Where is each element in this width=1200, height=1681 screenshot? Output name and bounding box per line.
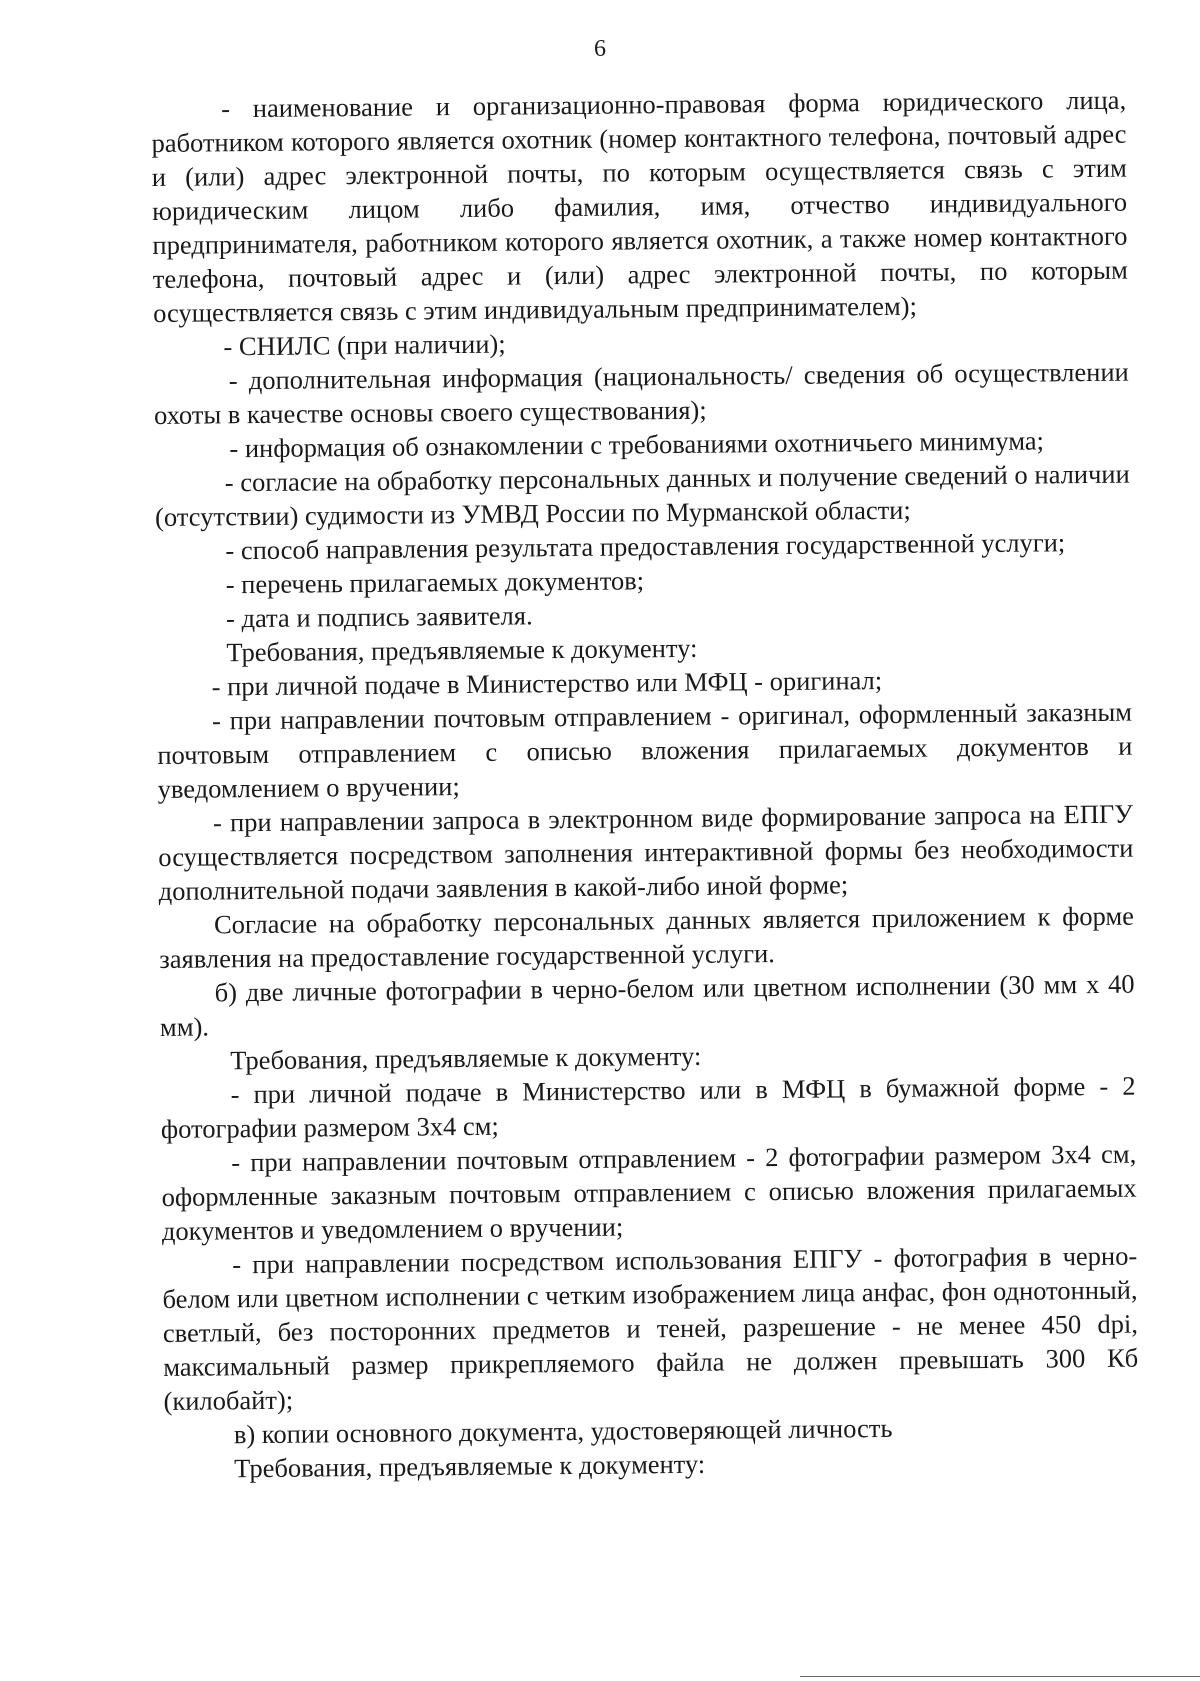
- paragraph-electronic-submission: - при направлении запроса в электронном виде формирование запроса на ЕПГУ осуществляется посредством заполнения интерактивной формы без необходимости дополнительной подачи заявления в какой-либо иной форме;: [158, 798, 1134, 906]
- document-body: [151, 83, 1139, 1486]
- scan-edge-line: [800, 1676, 1200, 1677]
- paragraph-additional-info: - дополнительная информация (национальность/ сведения об осуществлении охоты в качестве основы своего существования);: [153, 356, 1129, 430]
- paragraph-photos-postal: - при направлении почтовым отправлением - 2 фотографии размером 3х4 см, оформленные заказным почтовым отправлением с описью вложения прилагаемых документов и уведомлением о вручении;: [161, 1138, 1137, 1246]
- paragraph-id-copy: в) копии основного документа, удостоверяющей личность: [233, 1412, 893, 1450]
- paragraph-photos-personal: - при личной подаче в Министерство или в МФЦ в бумажной форме - 2 фотографии размером 3х4 см;: [160, 1070, 1136, 1144]
- paragraph-legal-entity: - наименование и организационно-правовая форма юридического лица, работником которого является охотник (номер контактного телефона, почтовый адрес и (или) адрес электронной почты, по которым осуществляется связь с этим юридическим лицом либо фамилия, имя, отчество индивидуального предпринимателя, работником которого является охотник, а также номер контактного телефона, почтовый адрес и (или) адрес электронной почты, по которым осуществляется связь с этим индивидуальным предпринимателем);: [151, 84, 1128, 328]
- paragraph-requirements-heading: Требования, предъявляемые к документу:: [226, 632, 698, 668]
- paragraph-personal-submission: - при личной подаче в Министерство или МФЦ - оригинал;: [211, 665, 883, 702]
- paragraph-requirements-heading-photos: Требования, предъявляемые к документу:: [230, 1040, 702, 1076]
- paragraph-consent-attachment: Согласие на обработку персональных данных является приложением к форме заявления на предоставление государственной услуги.: [159, 900, 1135, 974]
- paragraph-date-signature: - дата и подпись заявителя.: [225, 600, 533, 634]
- page-number: 6: [594, 36, 606, 62]
- paragraph-photos: б) две личные фотографии в черно-белом или цветном исполнении (30 мм х 40 мм).: [159, 968, 1135, 1042]
- paragraph-result-method: - способ направления результата предоставления государственной услуги;: [225, 527, 1066, 566]
- paragraph-consent: - согласие на обработку персональных данных и получение сведений о наличии (отсутствии) судимости из УМВД России по Мурманской области;: [154, 458, 1130, 532]
- paragraph-photos-epgu: - при направлении посредством использования ЕПГУ - фотография в черно-белом или цветном исполнении с четким изображением лица анфас, фон однотонный, светлый, без посторонних предметов и теней, разрешение - не менее 450 dpi, максимальный размер прикрепляемого файла не должен превышать 300 Кб (килобайт);: [162, 1240, 1139, 1416]
- paragraph-documents-list: - перечень прилагаемых документов;: [225, 565, 645, 600]
- paragraph-requirements-heading-id: Требования, предъявляемые к документу:: [234, 1448, 706, 1484]
- paragraph-postal-submission: - при направлении почтовым отправлением - оригинал, оформленный заказным почтовым отправлением с описью вложения прилагаемых документов и уведомлением о вручении;: [157, 696, 1133, 804]
- paragraph-hunting-minimum: - информация об ознакомлении с требованиями охотничьего минимума;: [229, 425, 1045, 464]
- paragraph-snils: - СНИЛС (при наличии);: [223, 328, 506, 362]
